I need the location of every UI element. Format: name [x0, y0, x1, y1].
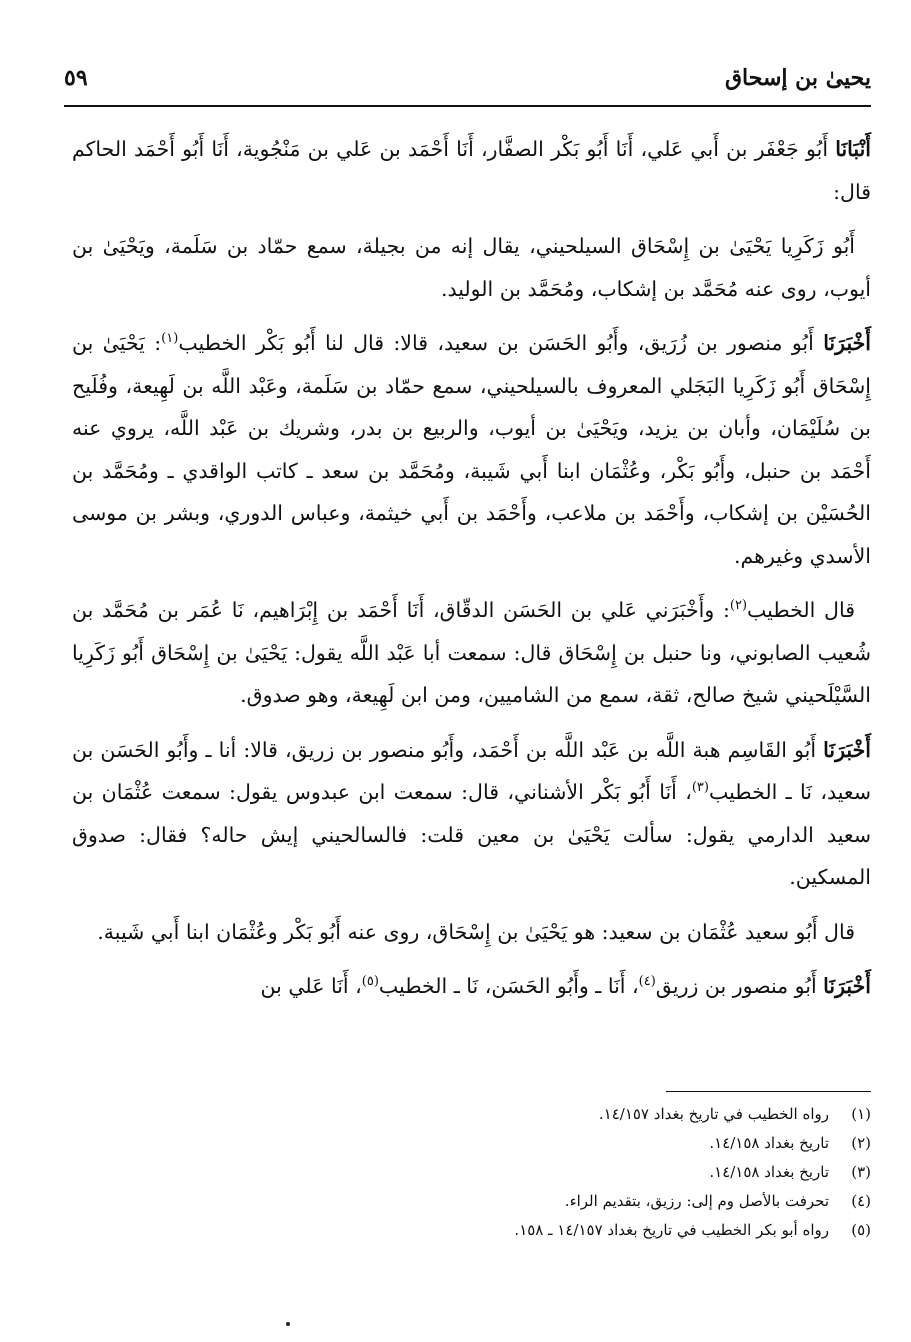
paragraph-text-rest: ، أَنَا ـ وأَبُو الحَسَن، نَا ـ الخطيب — [378, 974, 639, 998]
footnote-number: (٣) — [851, 1163, 871, 1181]
paragraph-1 — [72, 128, 871, 213]
running-title: يحيىٰ بن إسحاق — [724, 65, 871, 91]
scan-speck — [286, 1322, 290, 1326]
footnote-item — [72, 1129, 871, 1158]
paragraph-text: أَبُو جَعْفَر بن أَبي عَلي، أَنَا أَبُو بَكْر الصفَّار، أَنَا أَحْمَد بن عَلي بن مَنْجُوية، أَنَا أَبُو أَحْمَد الحاكم قال: — [72, 137, 871, 204]
paragraph-3 — [72, 322, 871, 577]
paragraph-text: أَبُو زَكَرِيا يَحْيَىٰ بن إِسْحَاق السيلحيني، يقال إنه من بجيلة، سمع حمّاد بن سَلَمة، ويَحْيَىٰ بن أيوب، روى عنه مُحَمَّد بن إشكاب، ومُحَمَّد بن الوليد. — [72, 234, 871, 301]
paragraph-2 — [72, 225, 871, 310]
footnote-number: (٤) — [851, 1192, 871, 1210]
footnote-text: رواه الخطيب في تاريخ بغداد ١٤/١٥٧. — [598, 1105, 829, 1123]
paragraph-text: قال الخطيب — [747, 598, 855, 622]
paragraph-text: أَبُو منصور بن زُرَيق، وأَبُو الحَسَن بن سعيد، قالا: قال لنا أَبُو بَكْر الخطيب — [178, 331, 824, 355]
footnote-item — [72, 1187, 871, 1216]
footnotes — [72, 1100, 871, 1245]
paragraph-text: أَبُو منصور بن زريق — [655, 974, 824, 998]
footnote-ref: (٥) — [361, 974, 379, 990]
footnote-number: (٢) — [851, 1134, 871, 1152]
paragraph-text-rest: : وأَخْبَرَني عَلي بن الحَسَن الدقّاق، أَنَا أَحْمَد بن إِبْرَاهيم، نَا عُمَر بن مُحَمَّد بن شُعيب الصابوني، ونا حنبل بن إِسْحَاق قال: سمعت أبا عَبْد اللَّه يقول: يَحْيَىٰ بن إِسْحَاق أَبُو زَكَرِيا السَّيْلَحيني شيخ صالح، ثقة، سمع من الشاميين، ومن ابن لَهِيعة، وهو صدوق. — [72, 598, 871, 707]
footnote-text: تحرفت بالأصل وم إلى: رزيق، بتقديم الراء. — [564, 1192, 829, 1210]
paragraph-text: قال أَبُو سعيد عُثْمَان بن سعيد: هو يَحْيَىٰ بن إِسْحَاق، روى عنه أَبُو بَكْر وعُثْمَان ابنا أَبي شَيبة. — [97, 919, 855, 944]
footnote-item — [72, 1216, 871, 1245]
paragraph-text-rest: ، أَنَا عَلي بن — [260, 974, 362, 998]
isnad-lead: أَنْبَانَا — [835, 137, 871, 161]
isnad-lead: أَخْبَرَنَا — [823, 331, 872, 355]
isnad-lead: أَخْبَرَنَا — [823, 737, 871, 762]
footnote-rule — [666, 1091, 871, 1092]
paragraph-text-rest: ، أَنَا أَبُو بَكْر الأشناني، قال: سمعت ابن عبدوس يقول: سمعت عُثْمَان بن سعيد الدارمي يقول: سألت يَحْيَىٰ بن معين قلت: فالسالحيني إيش حاله؟ فقال: صدوق المسكين. — [72, 780, 871, 889]
footnote-ref: (١) — [161, 331, 179, 347]
footnote-ref: (٤) — [638, 974, 656, 990]
footnote-number: (١) — [851, 1105, 871, 1123]
footnote-number: (٥) — [851, 1221, 871, 1239]
paragraph-text: أَبُو القَاسِم هبة اللَّه بن عَبْد اللَّه بن أَحْمَد، وأَبُو منصور بن زريق، قالا: أنا ـ وأَبُو الحَسَن بن سعيد، نَا ـ الخطيب — [72, 737, 871, 804]
paragraph-4 — [72, 589, 871, 717]
footnote-text: تاريخ بغداد ١٤/١٥٨. — [709, 1163, 829, 1181]
footnote-ref: (٣) — [691, 780, 709, 796]
body-text — [72, 128, 871, 1020]
paragraph-7 — [72, 965, 871, 1008]
header-rule — [64, 105, 871, 107]
footnote-ref: (٢) — [729, 598, 748, 614]
footnote-item — [72, 1158, 871, 1187]
paragraph-6 — [72, 911, 871, 954]
footnote-text: تاريخ بغداد ١٤/١٥٨. — [709, 1134, 829, 1152]
paragraph-5 — [72, 729, 871, 899]
footnote-text: رواه أبو بكر الخطيب في تاريخ بغداد ١٤/١٥٧ ـ ١٥٨. — [514, 1221, 829, 1239]
page-number: ٥٩ — [64, 65, 88, 91]
paragraph-text-rest: : يَحْيَىٰ بن إِسْحَاق أَبُو زَكَرِيا البَجَلي المعروف بالسيلحيني، سمع حمّاد بن سَلَمة، وعَبْد اللَّه بن لَهِيعة، وفُلَيح بن سُلَيْمَان، وأبان بن يزيد، ويَحْيَىٰ بن أيوب، والربيع بن بدر، وشريك بن عَبْد اللَّه، يروي عنه أَحْمَد بن حنبل، وأَبُو بَكْر، وعُثْمَان ابنا أَبي شَيبة، ومُحَمَّد بن سعد ـ كاتب الواقدي ـ ومُحَمَّد بن الحُسَيْن بن إشكاب، وأَحْمَد بن ملاعب، وأَحْمَد بن أَبي خيثمة، وعباس الدوري، وبشر بن موسى الأسدي وغيرهم. — [72, 331, 871, 568]
page-header — [64, 58, 871, 98]
isnad-lead: أَخْبَرَنَا — [823, 974, 871, 998]
footnote-item — [72, 1100, 871, 1129]
